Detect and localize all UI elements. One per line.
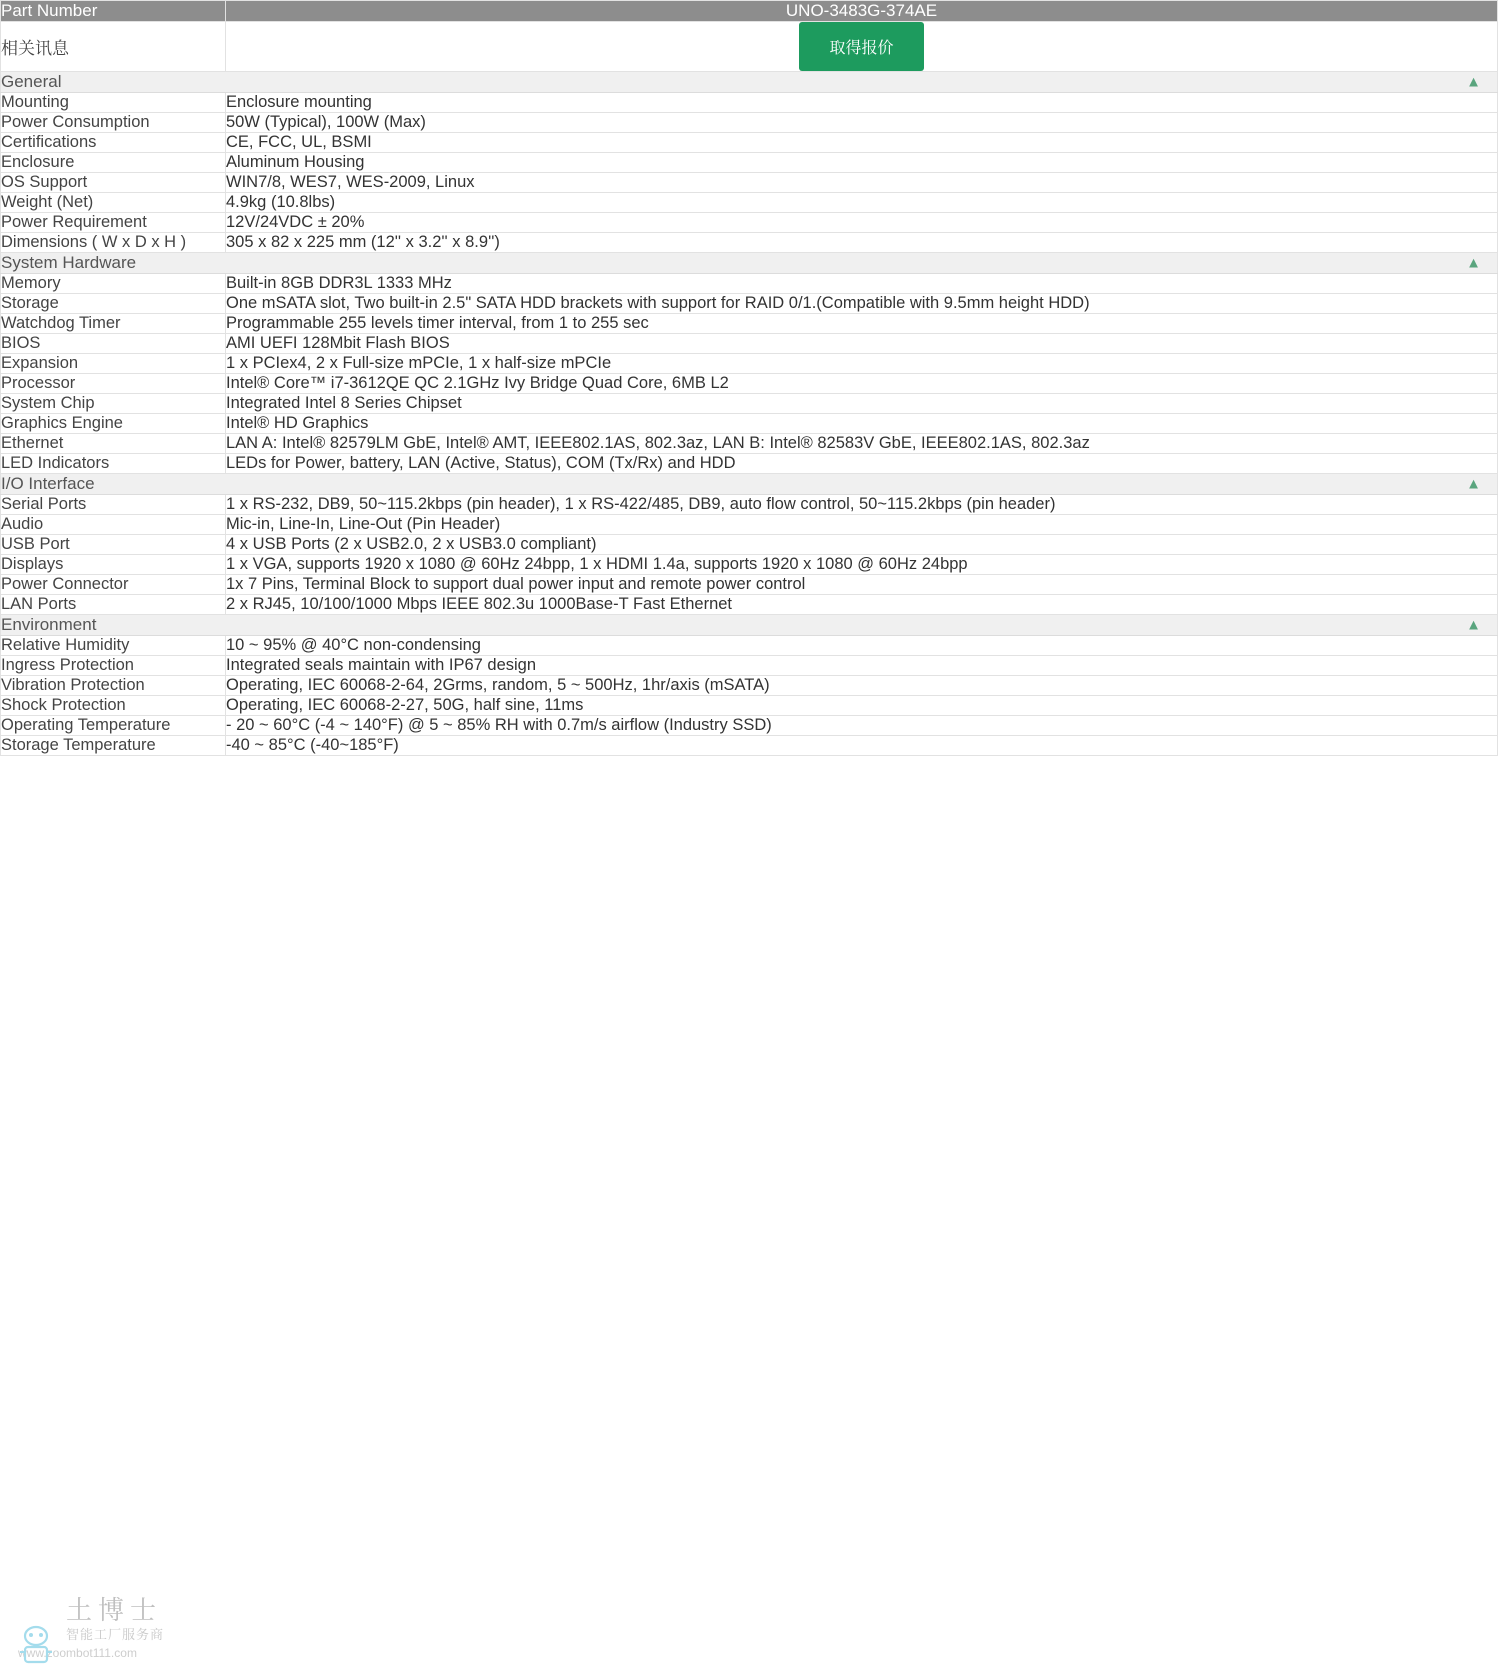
spec-key: Storage Temperature bbox=[1, 736, 226, 756]
table-row bbox=[1, 515, 1498, 535]
watermark-url-text: www.zoombot111.com bbox=[18, 1646, 137, 1660]
spec-value: Integrated seals maintain with IP67 design bbox=[226, 656, 1498, 676]
spec-value: 1x 7 Pins, Terminal Block to support dual power input and remote power control bbox=[226, 575, 1498, 595]
table-row bbox=[1, 93, 1498, 113]
spec-value: - 20 ~ 60°C (-4 ~ 140°F) @ 5 ~ 85% RH with 0.7m/s airflow (Industry SSD) bbox=[226, 716, 1498, 736]
spec-value: CE, FCC, UL, BSMI bbox=[226, 133, 1498, 153]
spec-value: Intel® HD Graphics bbox=[226, 414, 1498, 434]
spec-value: 4.9kg (10.8lbs) bbox=[226, 193, 1498, 213]
spec-value: WIN7/8, WES7, WES-2009, Linux bbox=[226, 173, 1498, 193]
spec-key: Power Requirement bbox=[1, 213, 226, 233]
table-row bbox=[1, 173, 1498, 193]
section-label: System Hardware bbox=[1, 253, 137, 272]
spec-value: AMI UEFI 128Mbit Flash BIOS bbox=[226, 334, 1498, 354]
spec-key: Expansion bbox=[1, 354, 226, 374]
table-row bbox=[1, 696, 1498, 716]
spec-key: Ethernet bbox=[1, 434, 226, 454]
spec-key: Storage bbox=[1, 294, 226, 314]
table-row bbox=[1, 535, 1498, 555]
section-label: Environment bbox=[1, 615, 97, 634]
section-header-general[interactable] bbox=[1, 72, 1498, 93]
spec-value: Aluminum Housing bbox=[226, 153, 1498, 173]
section-header-system-hardware[interactable] bbox=[1, 253, 1498, 274]
section-label: General bbox=[1, 72, 62, 91]
spec-value: 10 ~ 95% @ 40°C non-condensing bbox=[226, 636, 1498, 656]
table-row bbox=[1, 213, 1498, 233]
spec-key: LAN Ports bbox=[1, 595, 226, 615]
table-row bbox=[1, 575, 1498, 595]
spec-value: -40 ~ 85°C (-40~185°F) bbox=[226, 736, 1498, 756]
spec-key: Processor bbox=[1, 374, 226, 394]
spec-key: USB Port bbox=[1, 535, 226, 555]
spec-value: LEDs for Power, battery, LAN (Active, Status), COM (Tx/Rx) and HDD bbox=[226, 454, 1498, 474]
spec-key: Mounting bbox=[1, 93, 226, 113]
table-row bbox=[1, 736, 1498, 756]
spec-value: Enclosure mounting bbox=[226, 93, 1498, 113]
table-row bbox=[1, 555, 1498, 575]
spec-key: BIOS bbox=[1, 334, 226, 354]
section-header-io-interface[interactable] bbox=[1, 474, 1498, 495]
table-row bbox=[1, 133, 1498, 153]
chevron-up-icon[interactable]: ▲ bbox=[1466, 475, 1481, 493]
table-row bbox=[1, 294, 1498, 314]
spec-key: Serial Ports bbox=[1, 495, 226, 515]
get-quote-button[interactable]: 取得报价 bbox=[799, 22, 923, 71]
spec-key: Shock Protection bbox=[1, 696, 226, 716]
table-row bbox=[1, 495, 1498, 515]
table-row bbox=[1, 676, 1498, 696]
chevron-up-icon[interactable]: ▲ bbox=[1466, 73, 1481, 91]
spec-value: 50W (Typical), 100W (Max) bbox=[226, 113, 1498, 133]
section-title-environment[interactable] bbox=[1, 615, 1498, 636]
spec-key: Watchdog Timer bbox=[1, 314, 226, 334]
section-title-system-hardware[interactable] bbox=[1, 253, 1498, 274]
section-header-environment[interactable] bbox=[1, 615, 1498, 636]
table-row bbox=[1, 656, 1498, 676]
spec-key: Enclosure bbox=[1, 153, 226, 173]
spec-key: Graphics Engine bbox=[1, 414, 226, 434]
spec-value: 12V/24VDC ± 20% bbox=[226, 213, 1498, 233]
table-row bbox=[1, 716, 1498, 736]
part-number-value: UNO-3483G-374AE bbox=[226, 1, 1498, 22]
section-title-io-interface[interactable] bbox=[1, 474, 1498, 495]
spec-key: Vibration Protection bbox=[1, 676, 226, 696]
spec-key: Power Connector bbox=[1, 575, 226, 595]
spec-key: Operating Temperature bbox=[1, 716, 226, 736]
spec-value: 2 x RJ45, 10/100/1000 Mbps IEEE 802.3u 1000Base-T Fast Ethernet bbox=[226, 595, 1498, 615]
spec-key: OS Support bbox=[1, 173, 226, 193]
spec-key: Certifications bbox=[1, 133, 226, 153]
part-number-row bbox=[1, 1, 1498, 22]
watermark bbox=[8, 1584, 258, 1670]
spec-key: LED Indicators bbox=[1, 454, 226, 474]
related-info-row bbox=[1, 22, 1498, 72]
spec-value: Intel® Core™ i7-3612QE QC 2.1GHz Ivy Bridge Quad Core, 6MB L2 bbox=[226, 374, 1498, 394]
table-row bbox=[1, 374, 1498, 394]
spec-key: System Chip bbox=[1, 394, 226, 414]
spec-value: Built-in 8GB DDR3L 1333 MHz bbox=[226, 274, 1498, 294]
table-row bbox=[1, 454, 1498, 474]
related-info-label: 相关讯息 bbox=[1, 22, 226, 72]
table-row bbox=[1, 153, 1498, 173]
spec-key: Displays bbox=[1, 555, 226, 575]
watermark-main-text: 土博士 bbox=[66, 1595, 163, 1625]
spec-key: Memory bbox=[1, 274, 226, 294]
spec-key: Relative Humidity bbox=[1, 636, 226, 656]
chevron-up-icon[interactable]: ▲ bbox=[1466, 616, 1481, 634]
watermark-logo-icon bbox=[12, 1622, 60, 1666]
part-number-label: Part Number bbox=[1, 1, 226, 22]
spec-value: 1 x RS-232, DB9, 50~115.2kbps (pin header), 1 x RS-422/485, DB9, auto flow control, 50~115.2kbps (pin header) bbox=[226, 495, 1498, 515]
spec-value: 4 x USB Ports (2 x USB2.0, 2 x USB3.0 compliant) bbox=[226, 535, 1498, 555]
spec-value: Integrated Intel 8 Series Chipset bbox=[226, 394, 1498, 414]
quote-cell bbox=[226, 22, 1498, 72]
section-title-general[interactable] bbox=[1, 72, 1498, 93]
table-row bbox=[1, 636, 1498, 656]
spec-key: Audio bbox=[1, 515, 226, 535]
spec-key: Power Consumption bbox=[1, 113, 226, 133]
table-row bbox=[1, 394, 1498, 414]
spec-value: Programmable 255 levels timer interval, from 1 to 255 sec bbox=[226, 314, 1498, 334]
spec-key: Weight (Net) bbox=[1, 193, 226, 213]
spec-value: 1 x PCIex4, 2 x Full-size mPCIe, 1 x half-size mPCIe bbox=[226, 354, 1498, 374]
table-row bbox=[1, 334, 1498, 354]
spec-key: Ingress Protection bbox=[1, 656, 226, 676]
spec-value: Operating, IEC 60068-2-27, 50G, half sine, 11ms bbox=[226, 696, 1498, 716]
table-row bbox=[1, 595, 1498, 615]
table-row bbox=[1, 233, 1498, 253]
spec-value: 305 x 82 x 225 mm (12'' x 3.2'' x 8.9'') bbox=[226, 233, 1498, 253]
spec-value: LAN A: Intel® 82579LM GbE, Intel® AMT, IEEE802.1AS, 802.3az, LAN B: Intel® 82583V GbE, IEEE802.1AS, 802.3az bbox=[226, 434, 1498, 454]
spec-value: 1 x VGA, supports 1920 x 1080 @ 60Hz 24bpp, 1 x HDMI 1.4a, supports 1920 x 1080 @ 60Hz 24bpp bbox=[226, 555, 1498, 575]
chevron-up-icon[interactable]: ▲ bbox=[1466, 254, 1481, 272]
table-row bbox=[1, 434, 1498, 454]
spec-value: Operating, IEC 60068-2-64, 2Grms, random, 5 ~ 500Hz, 1hr/axis (mSATA) bbox=[226, 676, 1498, 696]
table-row bbox=[1, 354, 1498, 374]
section-label: I/O Interface bbox=[1, 474, 95, 493]
table-row bbox=[1, 113, 1498, 133]
table-row bbox=[1, 193, 1498, 213]
table-row bbox=[1, 274, 1498, 294]
specification-table bbox=[0, 0, 1498, 756]
table-row bbox=[1, 314, 1498, 334]
watermark-sub-text: 智能工厂服务商 bbox=[66, 1627, 165, 1642]
table-row bbox=[1, 414, 1498, 434]
spec-value: One mSATA slot, Two built-in 2.5" SATA HDD brackets with support for RAID 0/1.(Compatible with 9.5mm height HDD) bbox=[226, 294, 1498, 314]
spec-key: Dimensions ( W x D x H ) bbox=[1, 233, 226, 253]
spec-value: Mic-in, Line-In, Line-Out (Pin Header) bbox=[226, 515, 1498, 535]
